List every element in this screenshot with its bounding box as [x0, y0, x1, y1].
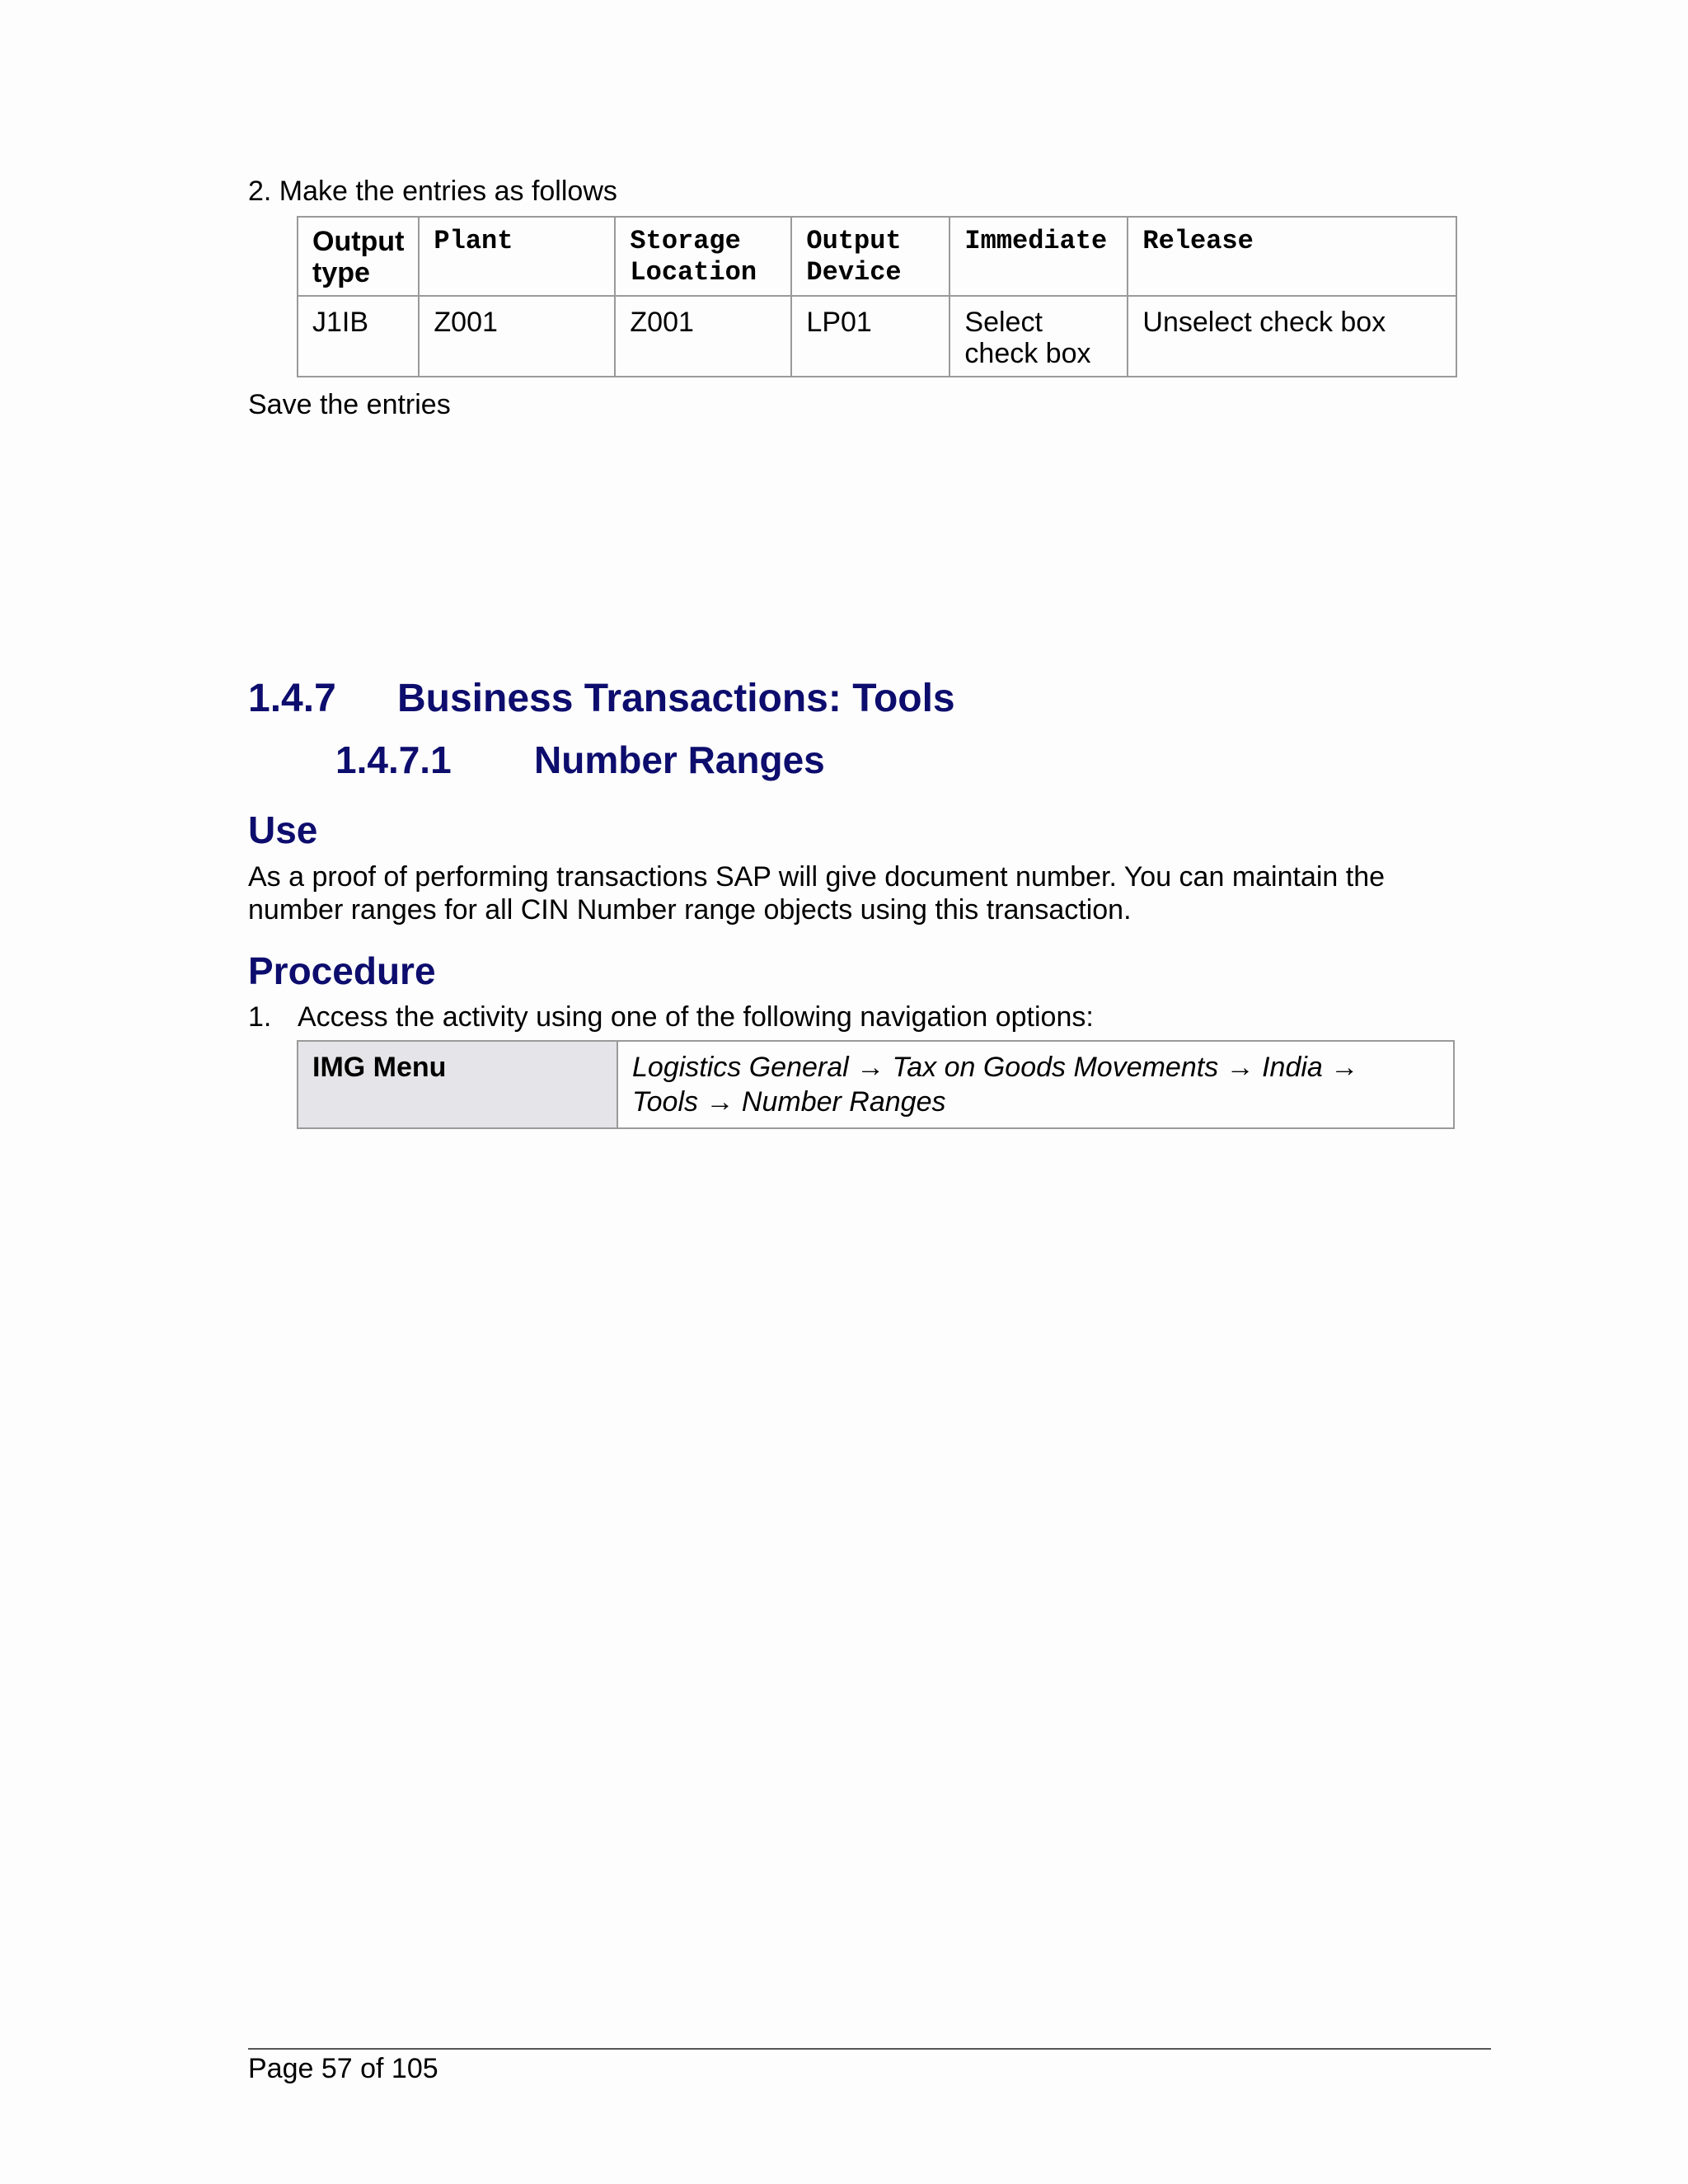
cell-storage-location: Z001 — [615, 296, 791, 377]
col-header-output-device: Output Device — [791, 217, 950, 296]
nav-path-line-2: Tools → Number Ranges — [632, 1086, 946, 1118]
section-title: Business Transactions: Tools — [397, 677, 955, 720]
step-text: Access the activity using one of the following navigation options: — [298, 1001, 1094, 1033]
entries-table — [297, 216, 1457, 377]
nav-path-line-1: Logistics General → Tax on Goods Movements → India → — [632, 1052, 1359, 1083]
use-text: As a proof of performing transactions SAP will give document number. You can maintain the number ranges for all CIN Number range objects using this transaction. — [248, 861, 1386, 926]
nav-menu-path — [617, 1041, 1454, 1128]
cell-immediate: Select check box — [950, 296, 1128, 377]
col-header-immediate: Immediate — [950, 217, 1128, 296]
subsection-number: 1.4.7.1 — [335, 738, 452, 781]
intro-line: 2. Make the entries as follows — [248, 176, 617, 207]
use-heading: Use — [248, 808, 318, 851]
cell-output-device: LP01 — [791, 296, 950, 377]
section-number: 1.4.7 — [248, 677, 336, 720]
procedure-heading: Procedure — [248, 949, 436, 992]
col-header-release: Release — [1128, 217, 1456, 296]
table-row — [298, 296, 1456, 377]
footer-divider — [248, 2048, 1491, 2050]
step-number: 1. — [248, 1001, 272, 1033]
cell-plant: Z001 — [419, 296, 615, 377]
subsection-title: Number Ranges — [534, 738, 825, 781]
navigation-table — [297, 1040, 1455, 1129]
nav-label-img-menu: IMG Menu — [298, 1041, 617, 1128]
page-number: Page 57 of 105 — [248, 2053, 438, 2084]
col-header-output-type: Output type — [298, 217, 419, 296]
col-header-storage-location: Storage Location — [615, 217, 791, 296]
table-row — [298, 1041, 1454, 1128]
table-header-row — [298, 217, 1456, 296]
cell-output-type: J1IB — [298, 296, 419, 377]
save-line: Save the entries — [248, 389, 451, 420]
col-header-plant: Plant — [419, 217, 615, 296]
cell-release: Unselect check box — [1128, 296, 1456, 377]
